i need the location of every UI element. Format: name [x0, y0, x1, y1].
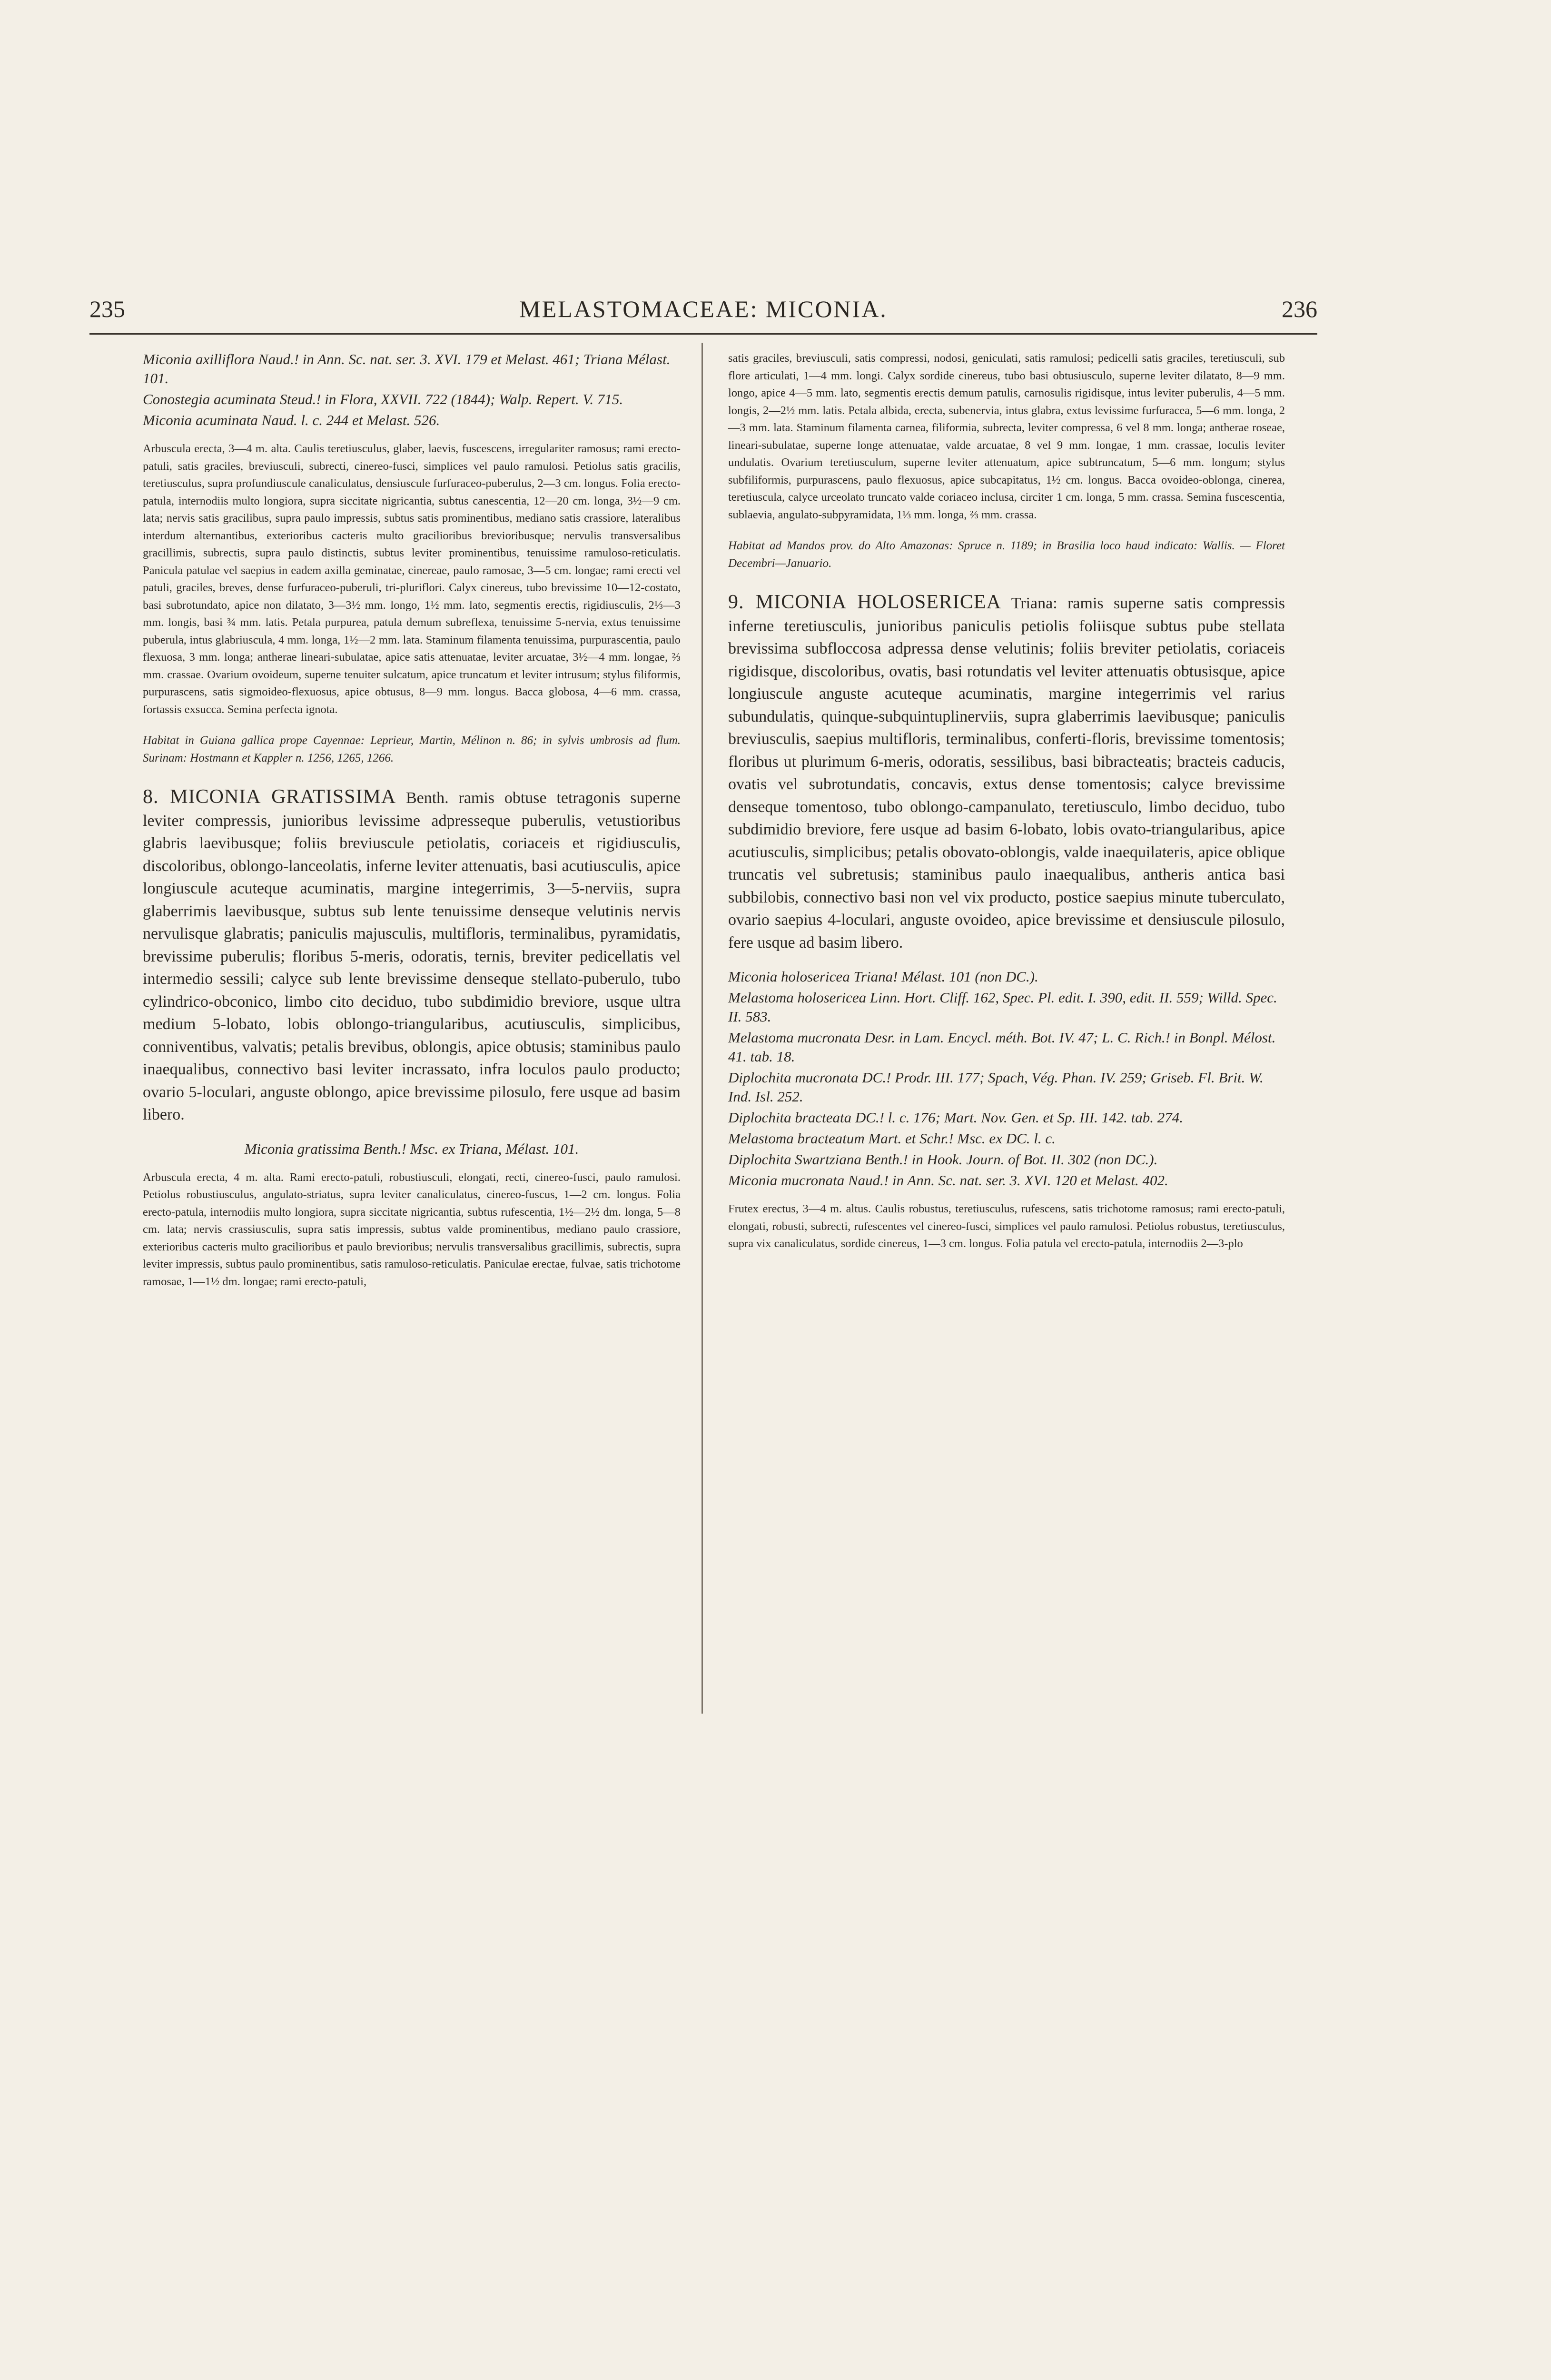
citation: Melastoma holosericea Linn. Hort. Cliff. 162, Spec. Pl. edit. I. 390, edit. II. 559; Willd. Spec. II. 583.	[728, 989, 1277, 1025]
page-number-left: 235	[89, 296, 125, 322]
species-description: Arbuscula erecta, 3—4 m. alta. Caulis teretiusculus, glaber, laevis, fuscescens, irregulariter ramosus; rami erecto-patuli, satis graciles, breviusculi, subrecti, cinereo-fusci, simplices vel paulo ramulosi. Petiolus satis gracilis, teretiusculus, supra profundiuscule canaliculatus, densiuscule furfuraceo-puberulus, 2—3 cm. longus. Folia erecto-patula, internodiis multo longiora, supra siccitate nigricantia, subtus canescentia, 12—20 cm. longa, 3½—9 cm. lata; nervis satis gracilibus, supra paulo impressis, subtus satis prominentibus, mediano satis crassiore, lateralibus interdum alternantibus, exterioribus cacteris multo gracilioribus brevioribusque; nervulis transversalibus gracillimis, subrectis, supra paulo distinctis, subtus leviter prominentibus, tenuissime ramuloso-reticulatis. Panicula patulae vel saepius in eadem axilla geminatae, cinereae, paulo ramosae, 3—5 cm. longae; rami erecti vel patuli, graciles, breves, dense furfuraceo-puberuli, tri-pluriflori. Calyx cinereus, tubo brevissime 10—12-costato, basi subrotundato, apice non dilatato, 3—3½ mm. longo, 1½ mm. lato, segmentis erectis, rigidiusculis, 2⅓—3 mm. longis, basi ¾ mm. latis. Petala purpurea, patula demum subreflexa, tenuissime 5-nervia, extus tenuissime puberula, intus glabriuscula, 4 mm. longa, 1½—2 mm. lata. Staminum filamenta tenuissima, purpurascentia, paulo flexuosa, 3 mm. longa; antherae lineari-subulatae, apice satis attenuatae, leviter arcuatae, 3½—4 mm. longae, ⅔ mm. crassae. Ovarium ovoideum, superne tenuiter sulcatum, apice truncatum et leviter intrusum; stylus filiformis, purpurascens, satis sigmoideo-flexuosus, apice obtusus, 8—9 mm. longus. Bacca globosa, 4—6 mm. crassa, fortassis exsucca. Semina perfecta ignota.	[143, 442, 681, 716]
citation: Conostegia acuminata Steud.! in Flora, XXVII. 722 (1844); Walp. Repert. V. 715.	[143, 391, 623, 407]
citation: Miconia acuminata Naud. l. c. 244 et Melast. 526.	[143, 412, 440, 428]
species-heading: 8. MICONIA GRATISSIMA	[143, 786, 396, 808]
page-number-right: 236	[1282, 296, 1317, 322]
diagnosis-text: ramis obtuse tetragonis superne leviter compressis, junioribus levissime adpresseque puberulis, vetustioribus glabris laevibusque; foliis breviuscule petiolatis, coriaceis et rigidiusculis, discoloribus, oblongo-lanceolatis, inferne leviter attenuatis, basi acutiusculis, apice longiuscule acuteque acuminatis, margine integerrimis, 3—5-nerviis, supra glaberrimis laevibusque, subtus sub lente tenuissime denseque velutinis nervis nervulisque glabratis; paniculis majusculis, multifloris, terminalibus, pyramidatis, brevissime puberulis; floribus 5-meris, odoratis, ternis, breviter pedicellatis vel intermedio sessili; calyce sub lente brevissime denseque stellato-puberulo, tubo cylindrico-obconico, limbo cito deciduo, tubo subdimidio breviore, usque ultra medium 5-lobato, lobis oblongo-triangularibus, acutiusculis, simplicibus, conniventibus, valvatis; petalis brevibus, oblongis, apice obtusis; staminibus paulo inaequalibus, connectivo basi leviter incrassato, infra loculos paulo producto; ovario 5-loculari, anguste oblongo, apice brevissime pilosulo, fere usque ad basim libero.	[143, 789, 681, 1123]
species-description: Frutex erectus, 3—4 m. altus. Caulis robustus, teretiusculus, rufescens, satis trichotome ramosus; rami erecto-patuli, elongati, robusti, subrecti, rufescentes vel cinereo-fusci, simplices vel paulo ramulosi. Petiolus robustus, teretiusculus, supra vix canaliculatus, sordide cinereus, 1—3 cm. longus. Folia patula vel erecto-patula, internodiis 2—3-plo	[728, 1202, 1285, 1250]
citation: Miconia axilliflora Naud.! in Ann. Sc. nat. ser. 3. XVI. 179 et Melast. 461; Triana Mélast. 101.	[143, 351, 671, 387]
species-heading: 9. MICONIA HOLOSERICEA	[728, 591, 1001, 613]
citation: Melastoma mucronata Desr. in Lam. Encycl. méth. Bot. IV. 47; L. C. Rich.! in Bonpl. Mélost. 41. tab. 18.	[728, 1029, 1276, 1065]
species-diagnosis	[728, 591, 1285, 954]
page-header	[89, 295, 1317, 333]
synonymy-block	[728, 967, 1285, 1190]
habitat-note: Habitat ad Mandos prov. do Alto Amazonas: Spruce n. 1189; in Brasilia loco haud indicato: Wallis. — Floret Decembri—Januario.	[728, 539, 1285, 570]
species-author: Benth.	[405, 789, 449, 807]
species-description: satis graciles, breviusculi, satis compressi, nodosi, geniculati, satis ramulosi; pedicelli satis graciles, teretiusculi, sub flore articulati, 1—4 mm. longi. Calyx sordide cinereus, tubo basi obtusiusculo, superne leviter dilatato, 8—9 mm. longo, apice 4—5 mm. lato, segmentis erectis demum patulis, carnosulis rigidisque, intus leviter puberulis, 4—5 mm. longis, 2—2½ mm. latis. Petala albida, erecta, subenervia, intus glabra, extus levissime furfuracea, 5—6 mm. longa, 2—3 mm. lata. Staminum filamenta carnea, filiformia, subrecta, leviter compressa, 6 vel 8 mm. longa; antherae roseae, lineari-subulatae, superne longe attenuatae, valde arcuatae, 8 vel 9 mm. longae, 1 mm. crassae, loculis leviter undulatis. Ovarium teretiusculum, superne leviter attenuatum, apice subtruncatum, 5—6 mm. longum; stylus subfiliformis, purpurascens, paulo flexuosus, apice subcapitatus, 1½ cm. longus. Bacca ovoideo-oblonga, cinerea, teretiuscula, calyce urceolato truncato valde coriaceo inclusa, circiter 1 cm. longa, 5 mm. crassa. Semina fuscescentia, sublaevia, angulato-subpyramidata, 1⅓ mm. longa, ⅔ mm. crassa.	[728, 352, 1285, 521]
citation: Melastoma bracteatum Mart. et Schr.! Msc. ex DC. l. c.	[728, 1130, 1056, 1147]
citation: Miconia holosericea Triana! Mélast. 101 (non DC.).	[728, 968, 1038, 985]
diagnosis-text: ramis superne satis compressis inferne teretiusculis, junioribus paniculis petiolis foliisque subtus pube stellata brevissima subfloccosa adpressa dense velutinis; foliis breviter petiolatis, coriaceis rigidisque, discoloribus, ovatis, basi rotundatis vel leviter attenuatis obtusisque, apice longiuscule anguste acuteque acuminatis, margine integerrimis vel rarius subundulatis, quinque-subquintuplinerviis, supra glaberrimis laevibusque; paniculis breviusculis, saepius multifloris, terminalibus, conferti-floris, brevissime tomentosis; floribus ut plurimum 6-meris, odoratis, sessilibus, basi bibracteatis; bracteis caducis, ovatis vel subrotundatis, concavis, extus dense tomentosis; calyce brevissime denseque tomentoso, tubo oblongo-campanulato, teretiusculo, limbo deciduo, tubo subdimidio breviore, fere usque ad basim 6-lobato, lobis ovato-triangularibus, apice acutiusculis, simplicibus; petalis obovato-oblongis, valde inaequilateris, apice oblique truncatis vel subretusis; staminibus paulo inaequalibus, antheris antica basi subbilobis, connectivo basi non vel vix producto, postice saepius minute tuberculato, ovario saepius 4-loculari, anguste ovoideo, apice brevissime et densiuscule pilosulo, fere usque ad basim libero.	[728, 595, 1285, 952]
running-title: MELASTOMACEAE: MICONIA.	[519, 296, 888, 322]
header-rule	[89, 333, 1317, 335]
citation: Miconia mucronata Naud.! in Ann. Sc. nat. ser. 3. XVI. 120 et Melast. 402.	[728, 1172, 1168, 1189]
citation: Diplochita Swartziana Benth.! in Hook. Journ. of Bot. II. 302 (non DC.).	[728, 1151, 1158, 1168]
species-diagnosis	[143, 786, 681, 1126]
column-divider	[701, 343, 703, 1714]
left-column	[143, 350, 681, 1290]
species-author: Triana:	[1011, 595, 1057, 612]
citation: Diplochita bracteata DC.! l. c. 176; Mart. Nov. Gen. et Sp. III. 142. tab. 274.	[728, 1109, 1183, 1126]
citation: Miconia gratissima Benth.! Msc. ex Triana, Mélast. 101.	[244, 1140, 579, 1157]
species-description: Arbuscula erecta, 4 m. alta. Rami erecto-patuli, robustiusculi, elongati, recti, cinereo-fusci, paulo ramulosi. Petiolus robustiusculus, angulato-striatus, supra leviter canaliculatus, cinereo-fuscus, 1—2 cm. longus. Folia erecto-patula, internodiis multo longiora, supra siccitate nigricantia, subtus rufescentia, 1½—2½ dm. longa, 5—8 cm. lata; nervis crassiusculis, supra satis impressis, subtus valde prominentibus, mediano paulo crassiore, exterioribus cacteris multo gracilioribus et paulo brevioribus; nervulis transversalibus gracillimis, subrectis, supra leviter impressis, subtus paulo prominentibus, satis ramuloso-reticulatis. Paniculae erectae, fulvae, satis trichotome ramosae, 1—1½ dm. longae; rami erecto-patuli,	[143, 1170, 681, 1288]
synonymy-block	[143, 350, 681, 430]
citation: Diplochita mucronata DC.! Prodr. III. 177; Spach, Vég. Phan. IV. 259; Griseb. Fl. Brit. W. Ind. Isl. 252.	[728, 1069, 1264, 1105]
habitat-note: Habitat in Guiana gallica prope Cayennae: Leprieur, Martin, Mélinon n. 86; in sylvis umbrosis ad flum. Surinam: Hostmann et Kappler n. 1256, 1265, 1266.	[143, 734, 681, 764]
right-column	[728, 350, 1285, 1253]
